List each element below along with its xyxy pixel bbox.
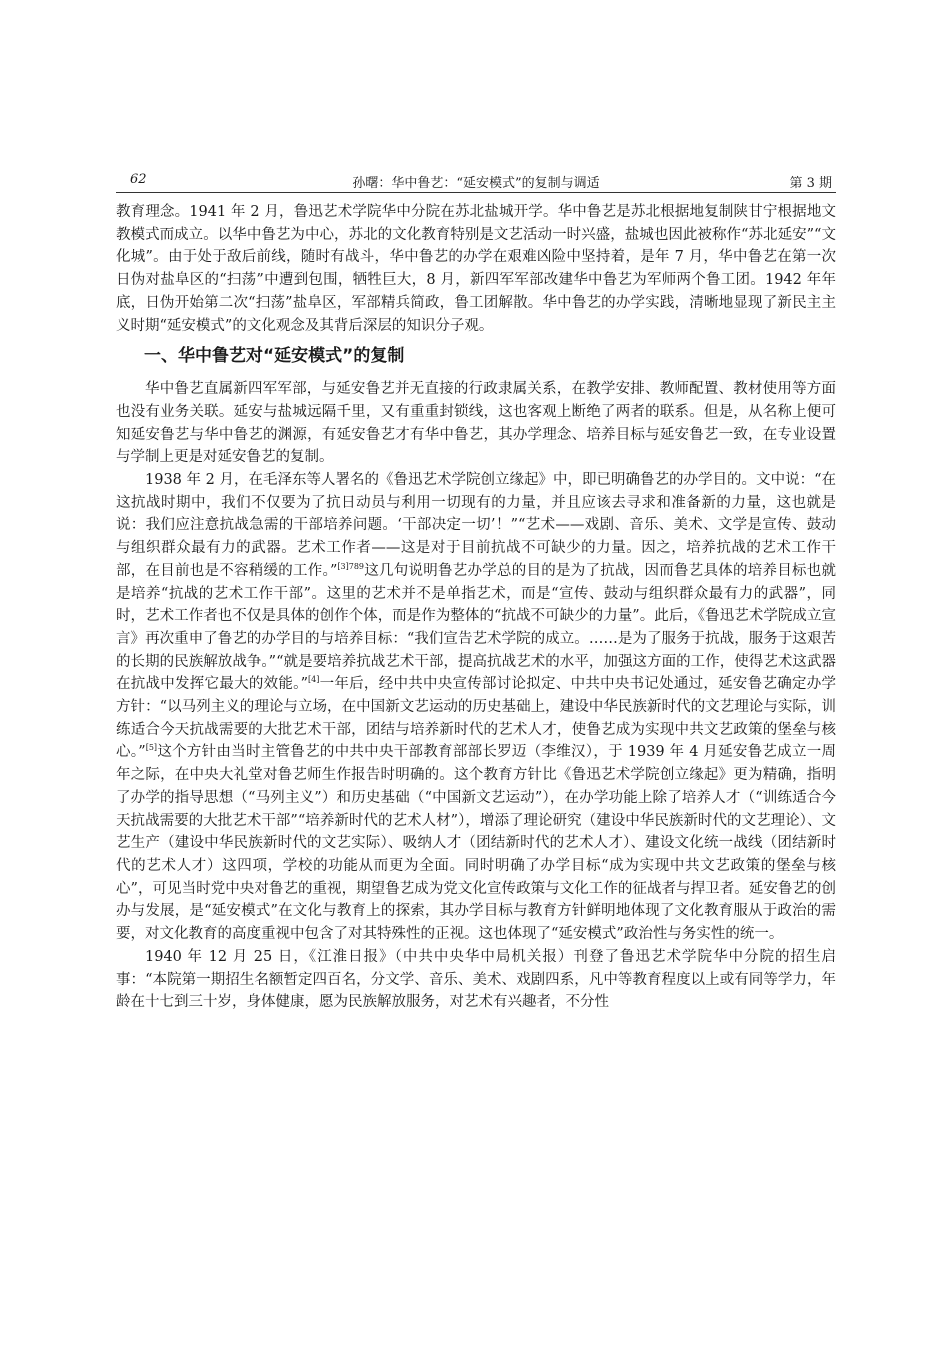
paragraph-relation: 华中鲁艺直属新四军军部，与延安鲁艺并无直接的行政隶属关系，在教学安排、教师配置、教材使用等方面也没有业务关联。延安与盐城远隔千里，又有重重封锁线，这也客观上断绝了两者的联系。但是，从名称上便可知延安鲁艺与华中鲁艺的渊源，有延安鲁艺才有华中鲁艺，其办学理念、培养目标与延安鲁艺一致，在专业设置与学制上更是对延安鲁艺的复制。 xyxy=(116,381,836,466)
text-segment: 一年后，经中共中央宣传部讨论拟定、中共中央书记处通过，延安鲁艺确定办学方针：“以马列主义的理论与立场，在中国新文艺运动的历史基础上，建设中华民族新时代的文艺理论与实际，训练适合今天抗战需要的大批艺术干部，团结与培养新时代的艺术人才，使鲁艺成为实现中共文艺政策的堡垒与核心。” xyxy=(116,676,836,761)
issue-number: 第 3 期 xyxy=(789,176,832,191)
running-title: 孙曙：华中鲁艺：“延安模式”的复制与调适 xyxy=(352,176,600,191)
paragraph-enrollment-notice: 1940 年 12 月 25 日，《江淮日报》（中共中央华中局机关报）刊登了鲁迅艺术学院华中分院的招生启事：“本院第一期招生名额暂定四百名，分文学、音乐、美术、戏剧四系，凡中等教育程度以上或有同等学力，年龄在十七到三十岁，身体健康，愿为民族解放服务，对艺术有兴趣者，不分性 xyxy=(116,948,836,1011)
text-segment: 1938 年 2 月，在毛泽东等人署名的《鲁迅艺术学院创立缘起》中，即已明确鲁艺的办学目的。文中说：“在这抗战时期中，我们不仅要为了抗日动员与利用一切现有的力量，并且应该去寻求和准备新的力量，这也就是说：我们应注意抗战急需的干部培养问题。‘干部决定一切’！”“艺术——戏剧、音乐、美术、文学是宣传、鼓动与组织群众最有力的武器。艺术工作者——这是对于目前抗战不可缺少的力量。因之，培养抗战的艺术工作干部，在目前也是不容稍缓的工作。” xyxy=(116,472,836,579)
paragraph-intro-continued: 教育理念。1941 年 2 月，鲁迅艺术学院华中分院在苏北盐城开学。华中鲁艺是苏北根据地复制陕甘宁根据地文教模式而成立。以华中鲁艺为中心，苏北的文化教育特别是文艺活动一时兴盛，盐城也因此被称作“苏北延安”“文化城”。由于处于敌后前线，随时有战斗，华中鲁艺的办学在艰难凶险中坚持着，是年 7 月，华中鲁艺在第一次日伪对盐阜区的“扫荡”中遭到包围，牺牲巨大，8 月，新四军军部改建华中鲁艺为军师两个鲁工团。1942 年年底，日伪开始第二次“扫荡”盐阜区，军部精兵简政，鲁工团解散。华中鲁艺的办学实践，清晰地显现了新民主主义时期“延安模式”的文化观念及其背后深层的知识分子观。 xyxy=(116,204,836,334)
citation-ref: [5] xyxy=(145,743,158,753)
citation-ref: [4] xyxy=(308,675,320,685)
article-body xyxy=(116,201,836,1014)
page-number: 62 xyxy=(130,172,147,187)
paragraph-founding-goal xyxy=(116,469,836,946)
running-header xyxy=(116,170,836,193)
text-segment: 这几句说明鲁艺办学总的目的是为了抗战，因而鲁艺具体的培养目标也就是培养“抗战的艺术工作干部”。这里的艺术并不是单指艺术，而是“宣传、鼓动与组织群众最有力的武器”，同时，艺术工作者也不仅是具体的创作个体，而是作为整体的“抗战不可缺少的力量”。此后，《鲁迅艺术学院成立宣言》再次重申了鲁艺的办学目的与培养目标：“我们宣告艺术学院的成立。……是为了服务于抗战，服务于这艰苦的长期的民族解放战争。”“就是要培养抗战艺术干部，提高抗战艺术的水平，加强这方面的工作，使得艺术这武器在抗战中发挥它最大的效能。” xyxy=(116,562,836,693)
citation-ref: [3]789 xyxy=(337,562,365,572)
text-segment: 这个方针由当时主管鲁艺的中共中央干部教育部部长罗迈（李维汉），于 1939 年 4 月延安鲁艺成立一周年之际，在中央大礼堂对鲁艺师生作报告时明确的。这个教育方针比《鲁迅艺术学院创立缘起》更为精确，指明了办学的指导思想（“马列主义”）和历史基础（“中国新文艺运动”），在办学功能上除了培养人才（“训练适合今天抗战需要的大批艺术干部”“培养新时代的艺术人材”），增添了理论研究（建设中华民族新时代的文艺理论）、文艺生产（建设中华民族新时代的文艺实际）、吸纳人才（团结新时代的艺术人才）、建设文化统一战线（团结新时代的艺术人才）这四项，学校的功能从而更为全面。同时明确了办学目标“成为实现中共文艺政策的堡垒与核心”，可见当时党中央对鲁艺的重视，期望鲁艺成为党文化宣传政策与文化工作的征战者与捍卫者。延安鲁艺的创办与发展，是“延安模式”在文化与教育上的探索，其办学目标与教育方针鲜明地体现了文化教育服从于政治的需要，对文化教育的高度重视中包含了对其特殊性的正视。这也体现了“延安模式”政治性与务实性的统一。 xyxy=(116,744,836,943)
section-heading: 一、华中鲁艺对“延安模式”的复制 xyxy=(144,346,405,367)
